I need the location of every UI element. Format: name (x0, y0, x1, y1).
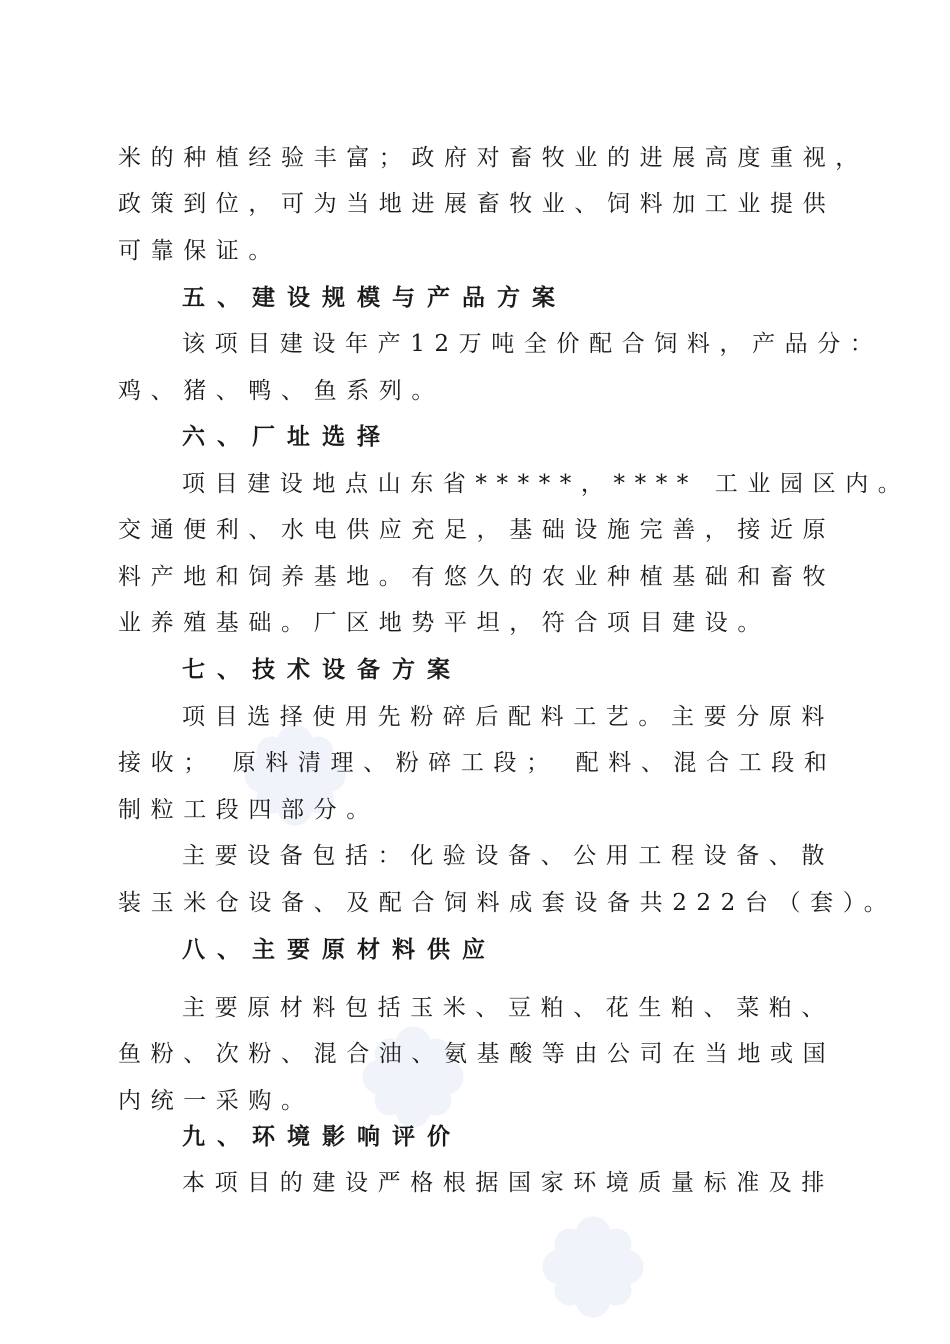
body-line: 政策到位，可为当地进展畜牧业、饲料加工业提供 (118, 191, 836, 217)
body-line: 鸡、猪、鸭、鱼系列。 (118, 378, 444, 404)
body-line: 米的种植经验丰富；政府对畜牧业的进展高度重视， (118, 145, 868, 171)
body-line: 项目选择使用先粉碎后配料工艺。主要分原料 (182, 704, 834, 730)
body-line: 项目建设地点山东省*****，**** 工业园区内。 (182, 471, 911, 497)
watermark-flower-icon (538, 1212, 648, 1322)
body-line: 该项目建设年产12万吨全价配合饲料，产品分： (182, 331, 883, 357)
body-line: 料产地和饲养基地。有悠久的农业种植基础和畜牧 (118, 564, 836, 590)
body-line: 业养殖基础。厂区地势平坦，符合项目建设。 (118, 610, 770, 636)
body-line: 制粒工段四部分。 (118, 797, 379, 823)
body-line: 内统一采购。 (118, 1088, 314, 1114)
body-line: 接收； 原料清理、粉碎工段； 配料、混合工段和 (118, 750, 837, 776)
body-line: 可靠保证。 (118, 238, 281, 264)
body-line: 主要设备包括：化验设备、公用工程设备、散 (182, 843, 834, 869)
body-line: 本项目的建设严格根据国家环境质量标准及排 (182, 1170, 834, 1196)
body-line: 主要原材料包括玉米、豆粕、花生粕、菜粕、 (182, 995, 834, 1021)
body-line: 鱼粉、次粉、混合油、氨基酸等由公司在当地或国 (118, 1041, 836, 1067)
body-line: 交通便利、水电供应充足，基础设施完善，接近原 (118, 517, 836, 543)
section-heading: 八、主要原材料供应 (182, 936, 497, 963)
section-heading: 五、建设规模与产品方案 (182, 284, 567, 311)
body-line: 装玉米仓设备、及配合饲料成套设备共222台（套）。 (118, 890, 897, 916)
section-heading: 六、厂址选择 (182, 423, 392, 450)
section-heading: 七、技术设备方案 (182, 656, 462, 683)
section-heading: 九、环境影响评价 (182, 1123, 462, 1150)
